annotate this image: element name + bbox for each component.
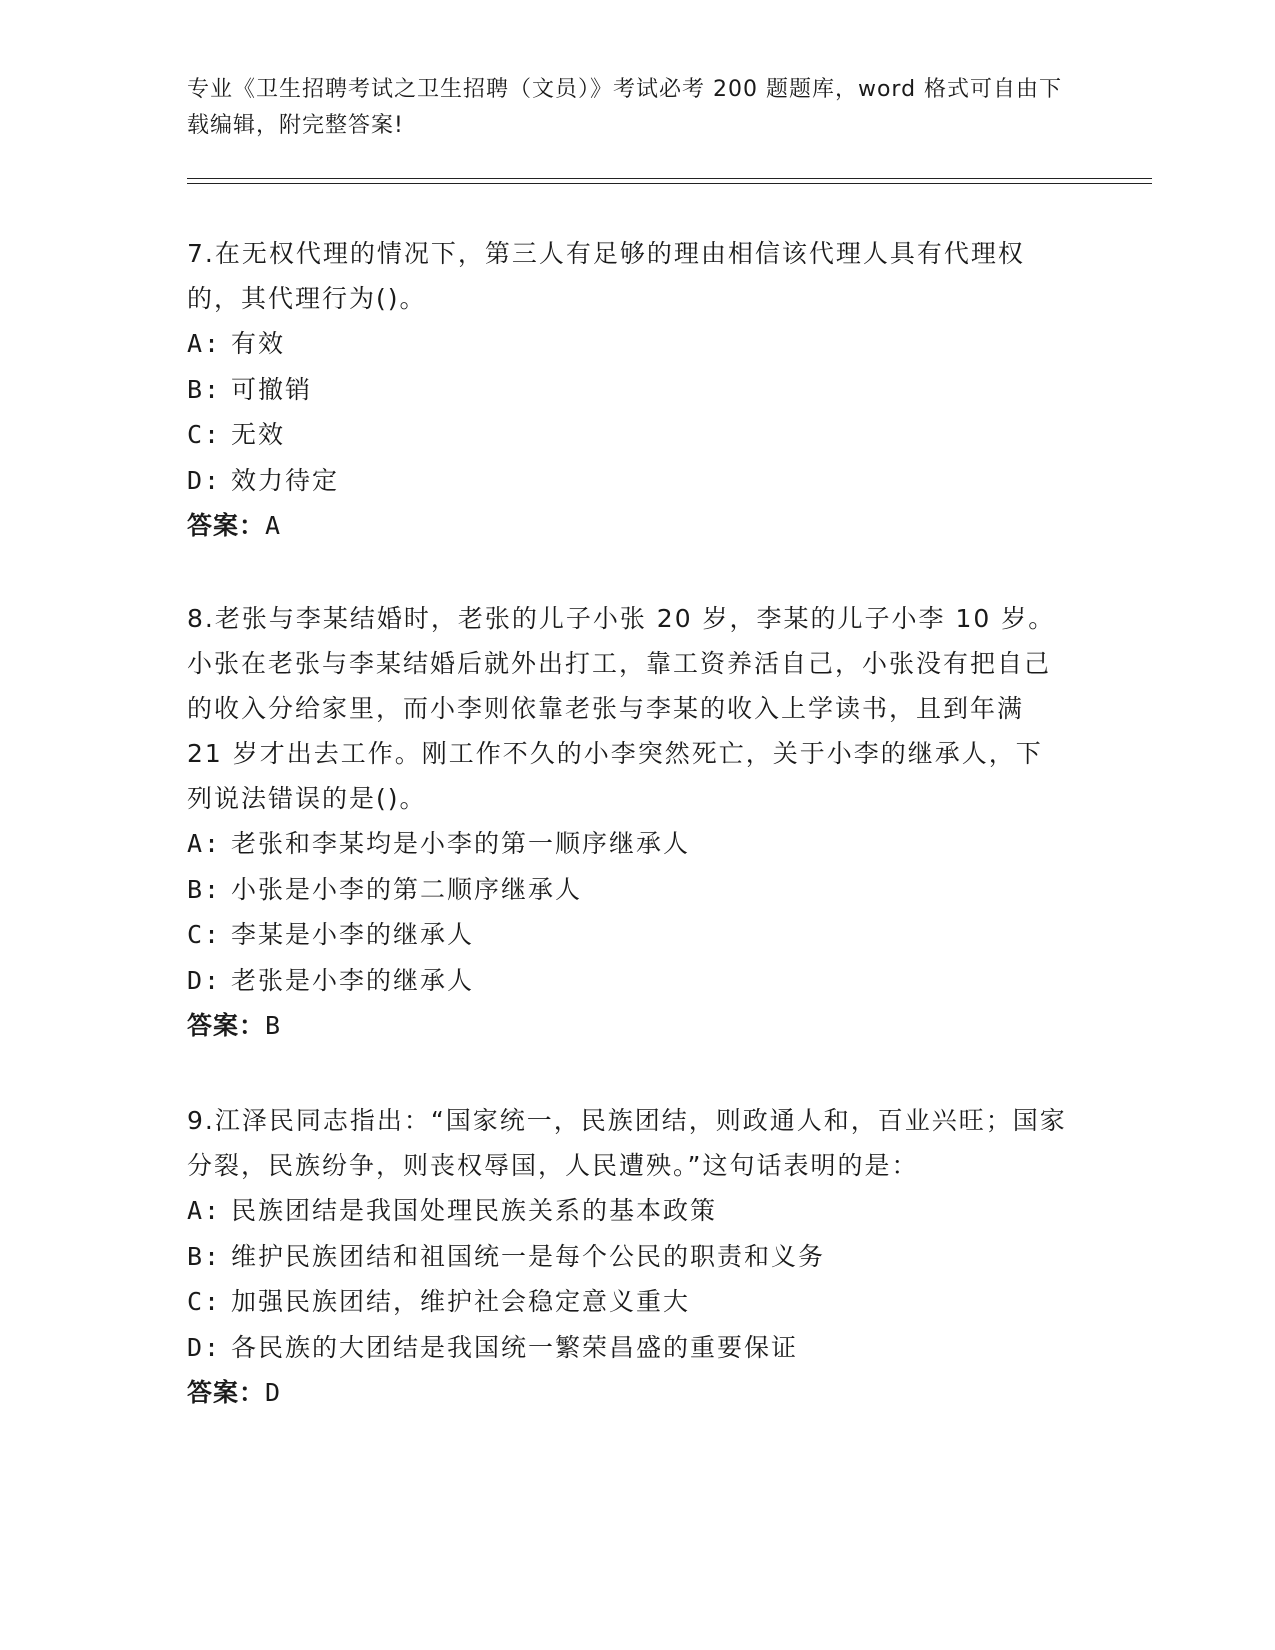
question-9 <box>187 1098 1067 1416</box>
option-text: 民族团结是我国处理民族关系的基本政策 <box>231 1196 718 1225</box>
option-a <box>187 1188 1067 1234</box>
option-text: 李某是小李的继承人 <box>231 920 475 949</box>
answer-value: B <box>265 1011 282 1040</box>
answer-line <box>187 1370 1067 1416</box>
option-key: C: <box>187 1287 222 1316</box>
option-d <box>187 958 1067 1004</box>
option-b <box>187 867 1067 913</box>
option-key: D: <box>187 465 222 495</box>
answer-line <box>187 1003 1067 1049</box>
option-c <box>187 912 1067 958</box>
answer-label: 答案： <box>187 511 266 540</box>
answer-label: 答案： <box>187 1378 266 1407</box>
option-key: A: <box>187 1196 222 1225</box>
option-key: B: <box>187 1241 222 1271</box>
answer-line <box>187 503 1067 549</box>
question-8 <box>187 596 1067 1049</box>
option-a <box>187 321 1067 367</box>
option-text: 老张是小李的继承人 <box>231 965 475 995</box>
option-key: A: <box>187 329 222 358</box>
option-key: D: <box>187 1332 222 1362</box>
option-text: 可撤销 <box>231 374 313 404</box>
answer-label: 答案： <box>187 1011 266 1040</box>
question-stem: 9.江泽民同志指出：“国家统一，民族团结，则政通人和，百业兴旺；国家分裂，民族纷争，则丧权辱国，人民遭殃。”这句话表明的是： <box>187 1106 1067 1180</box>
answer-value: A <box>265 511 282 540</box>
option-text: 有效 <box>231 329 286 358</box>
option-b <box>187 367 1067 413</box>
option-d <box>187 458 1067 504</box>
option-text: 加强民族团结，维护社会稳定意义重大 <box>231 1287 691 1316</box>
option-key: C: <box>187 420 222 449</box>
option-key: A: <box>187 829 222 858</box>
option-c <box>187 412 1067 458</box>
option-a <box>187 821 1067 867</box>
header-divider-line-second <box>187 183 1152 184</box>
option-b <box>187 1234 1067 1280</box>
question-stem: 7.在无权代理的情况下，第三人有足够的理由相信该代理人具有代理权的，其代理行为()。 <box>187 239 1025 313</box>
option-key: B: <box>187 374 222 404</box>
option-text: 老张和李某均是小李的第一顺序继承人 <box>231 829 691 858</box>
answer-value: D <box>265 1378 282 1407</box>
document-header: 专业《卫生招聘考试之卫生招聘（文员）》考试必考 200 题题库，word 格式可自由下载编辑，附完整答案! <box>187 77 1063 138</box>
option-text: 效力待定 <box>231 465 340 495</box>
option-text: 小张是小李的第二顺序继承人 <box>231 874 583 904</box>
header-divider-line <box>187 178 1152 179</box>
question-7 <box>187 231 1067 549</box>
option-key: B: <box>187 874 222 904</box>
option-c <box>187 1279 1067 1325</box>
option-text: 各民族的大团结是我国统一繁荣昌盛的重要保证 <box>231 1332 799 1362</box>
option-key: C: <box>187 920 222 949</box>
question-stem: 8.老张与李某结婚时，老张的儿子小张 20 岁，李某的儿子小李 10 岁。小张在老张与李某结婚后就外出打工，靠工资养活自己，小张没有把自己的收入分给家里，而小李则依靠老张与李某的收入上学读书，且到年满 21 岁才出去工作。刚工作不久的小李突然死亡，关于小李的继承人，下列说法错误的是()。 <box>187 604 1056 813</box>
option-key: D: <box>187 965 222 995</box>
option-text: 维护民族团结和祖国统一是每个公民的职责和义务 <box>231 1241 826 1271</box>
option-text: 无效 <box>231 420 286 449</box>
option-d <box>187 1325 1067 1371</box>
